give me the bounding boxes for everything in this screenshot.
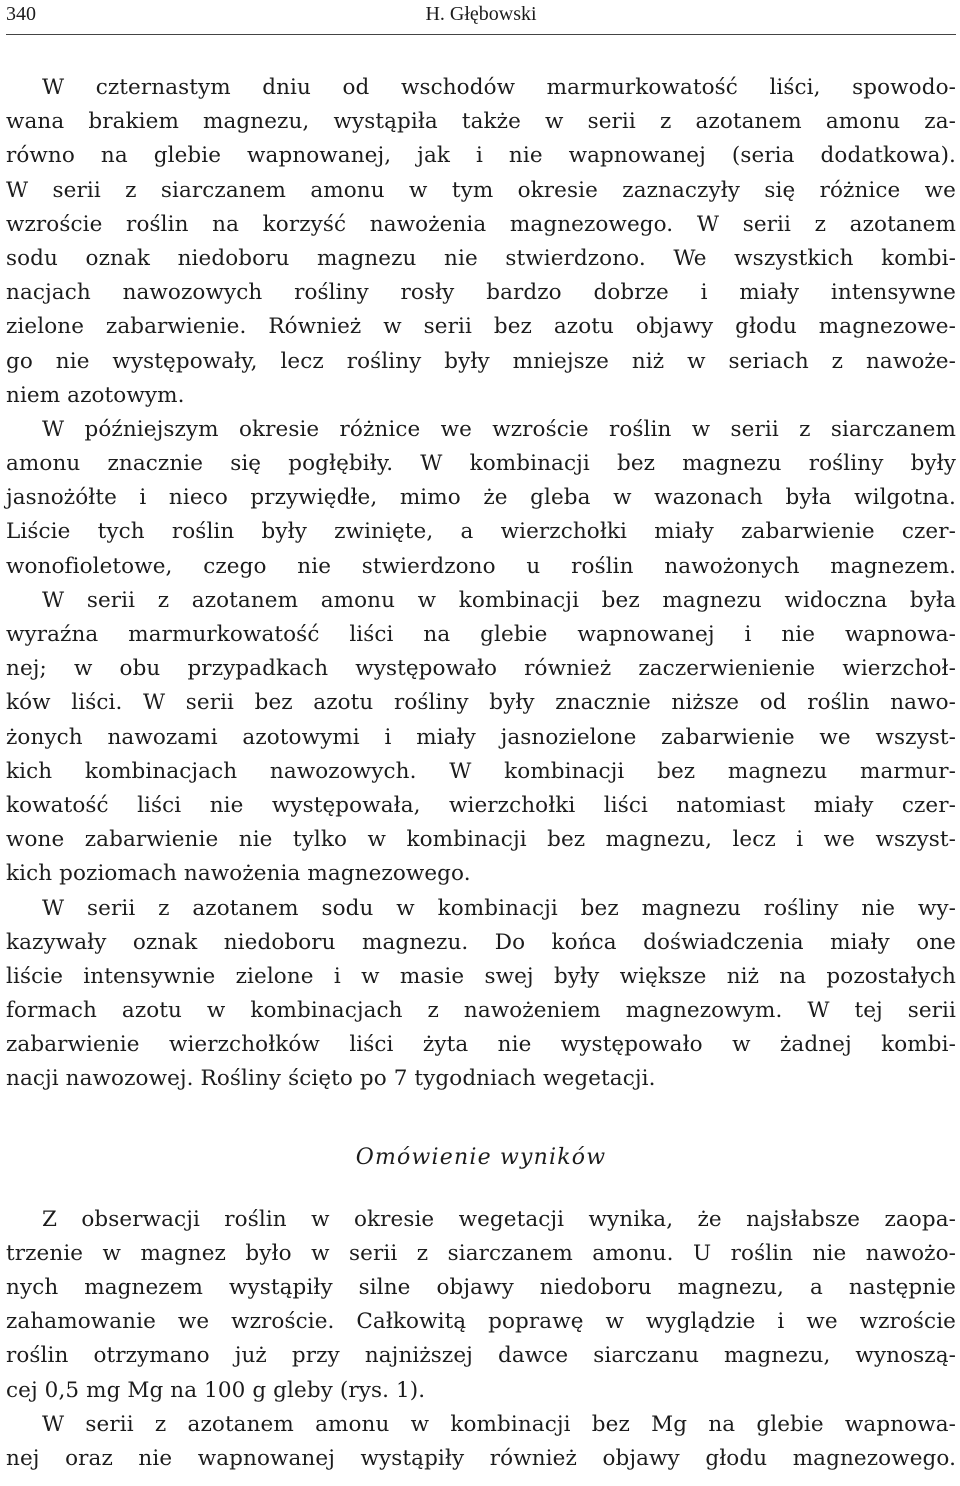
- text-line: zahamowanie we wzroście. Całkowitą poprawę w wyglądzie i we wzroście: [6, 1309, 956, 1335]
- text-line: zabarwienie wierzchołków liści żyta nie występowało w żadnej kombi-: [6, 1032, 956, 1058]
- text-line: wana brakiem magnezu, wystąpiła także w serii z azotanem amonu za-: [6, 109, 956, 135]
- running-header: [6, 0, 956, 35]
- text-line: W serii z azotanem amonu w kombinacji bez Mg na glebie wapnowa-: [42, 1411, 956, 1437]
- text-line: Liście tych roślin były zwinięte, a wierzchołki miały zabarwienie czer-: [6, 519, 956, 545]
- text-line: kowatość liści nie występowała, wierzchołki liści natomiast miały czer-: [6, 792, 956, 818]
- text-line: W czternastym dniu od wschodów marmurkowatość liści, spowodo-: [42, 75, 956, 100]
- body-text: [6, 71, 956, 1476]
- text-line: liście intensywnie zielone i w masie swej były większe niż na pozostałych: [6, 963, 956, 989]
- paragraph: [6, 71, 956, 413]
- text-line: kazywały oznak niedoboru magnezu. Do końca doświadczenia miały one: [6, 929, 956, 955]
- text-line: W serii z siarczanem amonu w tym okresie zaznaczyły się różnice we: [6, 177, 956, 203]
- text-line: W serii z azotanem amonu w kombinacji bez magnezu widoczna była: [42, 587, 956, 613]
- text-line: kich poziomach nawożenia magnezowego.: [6, 861, 471, 887]
- page-number: 340: [6, 3, 36, 25]
- paragraph: [6, 1203, 956, 1408]
- text-line: wone zabarwienie nie tylko w kombinacji bez magnezu, lecz i we wszyst-: [6, 827, 956, 853]
- text-line: ków liści. W serii bez azotu rośliny były znacznie niższe od roślin nawo-: [6, 690, 956, 716]
- text-line: roślin otrzymano już przy najniższej dawce siarczanu magnezu, wynoszą-: [6, 1343, 956, 1369]
- paragraph: [6, 413, 956, 584]
- paragraph: [6, 892, 956, 1097]
- text-line: trzenie w magnez było w serii z siarczanem amonu. U roślin nie nawożo-: [6, 1240, 956, 1266]
- running-head-author: H. Głębowski: [425, 3, 537, 25]
- text-line: wyraźna marmurkowatość liści na glebie wapnowanej i nie wapnowa-: [6, 622, 956, 647]
- paragraph: [6, 1408, 956, 1476]
- text-line: sodu oznak niedoboru magnezu nie stwierdzono. We wszystkich kombi-: [6, 245, 956, 271]
- text-line: niem azotowym.: [6, 382, 185, 408]
- text-line: nych magnezem wystąpiły silne objawy niedoboru magnezu, a następnie: [6, 1275, 956, 1300]
- text-line: kich kombinacjach nawozowych. W kombinacji bez magnezu marmur-: [6, 758, 956, 784]
- text-line: nej; w obu przypadkach występowało również zaczerwienienie wierzchoł-: [6, 656, 956, 682]
- text-line: nacji nawozowej. Rośliny ścięto po 7 tygodniach wegetacji.: [6, 1066, 656, 1092]
- text-line: Z obserwacji roślin w okresie wegetacji wynika, że najsłabsze zaopa-: [42, 1206, 956, 1232]
- text-line: jasnożółte i nieco przywiędłe, mimo że gleba w wazonach była wilgotna.: [6, 485, 956, 511]
- text-line: W serii z azotanem sodu w kombinacji bez magnezu rośliny nie wy-: [42, 895, 956, 921]
- paragraph: [6, 584, 956, 892]
- text-line: równo na glebie wapnowanej, jak i nie wapnowanej (seria dodatkowa).: [6, 143, 956, 169]
- document-page: [6, 0, 956, 1476]
- text-line: amonu znacznie się pogłębiły. W kombinacji bez magnezu rośliny były: [6, 451, 956, 477]
- text-line: zielone zabarwienie. Również w serii bez azotu objawy głodu magnezowe-: [6, 314, 956, 340]
- text-line: żonych nawozami azotowymi i miały jasnozielone zabarwienie we wszyst-: [6, 724, 956, 750]
- section-spacer: [6, 1097, 956, 1131]
- text-line: nacjach nawozowych rośliny rosły bardzo dobrze i miały intensywne: [6, 280, 956, 306]
- text-line: nej oraz nie wapnowanej wystąpiły również objawy głodu magnezowego.: [6, 1445, 956, 1471]
- text-line: wzroście roślin na korzyść nawożenia magnezowego. W serii z azotanem: [6, 211, 956, 237]
- text-line: formach azotu w kombinacjach z nawożeniem magnezowym. W tej serii: [6, 998, 956, 1024]
- section-heading: Omówienie wyników: [355, 1144, 607, 1170]
- text-line: wonofioletowe, czego nie stwierdzono u roślin nawożonych magnezem.: [6, 553, 956, 579]
- section-spacer: [6, 1185, 956, 1203]
- text-line: cej 0,5 mg Mg na 100 g gleby (rys. 1).: [6, 1377, 426, 1403]
- text-line: go nie występowały, lecz rośliny były mniejsze niż w seriach z nawoże-: [6, 348, 956, 374]
- text-line: W późniejszym okresie różnice we wzroście roślin w serii z siarczanem: [42, 416, 956, 442]
